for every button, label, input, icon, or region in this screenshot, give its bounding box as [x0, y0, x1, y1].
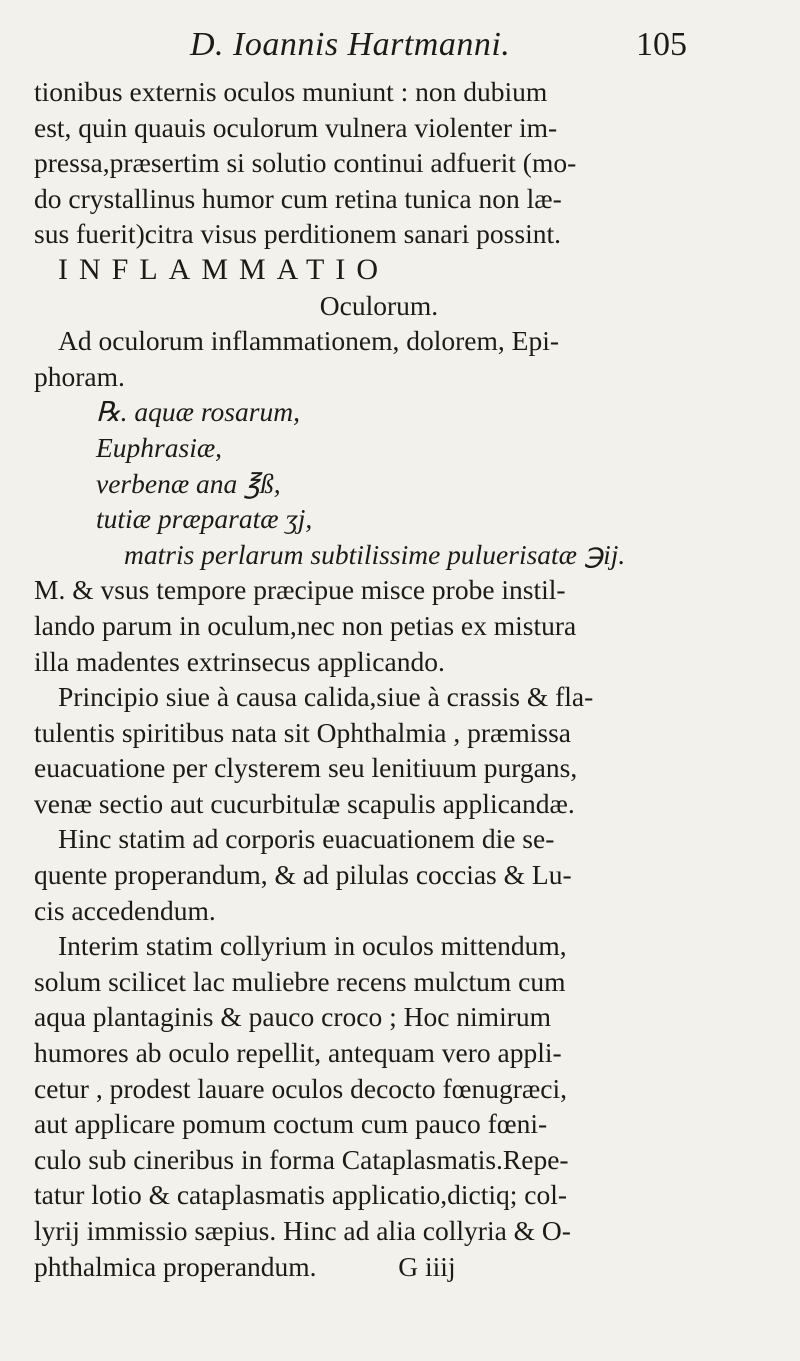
- page-number: 105: [636, 26, 687, 63]
- text-line: aut applicare pomum coctum cum pauco fœni-: [34, 1108, 548, 1140]
- text-line: tionibus externis oculos muniunt : non dubium: [34, 76, 548, 107]
- text-line: do crystallinus humor cum retina tunica non læ-: [34, 182, 562, 214]
- text-line: pressa,præsertim si solutio continui adfuerit (mo-: [34, 147, 577, 179]
- recipe-line: verbenæ ana ℥ß,: [96, 467, 281, 499]
- text-line: illa madentes extrinsecus applicando.: [34, 645, 445, 677]
- text-line: tulentis spiritibus nata sit Ophthalmia , præmissa: [34, 716, 571, 748]
- text-line: culo sub cineribus in forma Cataplasmatis.Repe-: [34, 1143, 569, 1175]
- signature-mark: G iiij: [398, 1250, 456, 1282]
- final-line: [34, 1249, 724, 1285]
- text-line: cis accedendum.: [34, 894, 216, 926]
- text-line: tatur lotio & cataplasmatis applicatio,dictiq; col-: [34, 1179, 568, 1211]
- text-line: phthalmica properandum.: [34, 1250, 317, 1282]
- text-line: sus fuerit)citra visus perditionem sanari possint.: [34, 218, 561, 250]
- recipe-line: Euphrasiæ,: [96, 431, 223, 463]
- text-line: Interim statim collyrium in oculos mittendum,: [58, 930, 567, 962]
- text-line: euacuatione per clysterem seu lenitiuum purgans,: [34, 752, 578, 784]
- section-subtitle: Oculorum.: [319, 289, 439, 321]
- recipe-line: tutiæ præparatæ ʒj,: [96, 503, 313, 535]
- recipe-line: ℞. aquæ rosarum,: [96, 396, 300, 428]
- section-title: INFLAMMATIO: [58, 252, 389, 286]
- text-block: [34, 74, 724, 1284]
- text-line: phoram.: [34, 360, 125, 392]
- text-line: M. & vsus tempore præcipue misce probe instil-: [34, 574, 566, 606]
- text-line: quente properandum, & ad pilulas coccias & Lu-: [34, 859, 572, 891]
- text-line: humores ab oculo repellit, antequam vero appli-: [34, 1037, 562, 1069]
- recipe-line: matris perlarum subtilissime puluerisatæ ℈ij.: [124, 538, 626, 570]
- text-line: solum scilicet lac muliebre recens mulctum cum: [34, 965, 566, 997]
- running-head: D. Ioannis Hartmanni.: [190, 26, 511, 63]
- text-line: venæ sectio aut cucurbitulæ scapulis applicandæ.: [34, 787, 575, 819]
- text-line: Ad oculorum inflammationem, dolorem, Epi-: [58, 325, 560, 357]
- text-line: est, quin quauis oculorum vulnera violenter im-: [34, 111, 558, 143]
- text-line: cetur , prodest lauare oculos decocto fœnugræci,: [34, 1072, 568, 1104]
- text-line: lyrij immissio sæpius. Hinc ad alia collyria & O-: [34, 1215, 571, 1246]
- text-line: lando parum in oculum,nec non petias ex mistura: [34, 609, 577, 641]
- text-line: Hinc statim ad corporis euacuationem die se-: [58, 823, 555, 855]
- text-line: Principio siue à causa calida,siue à crassis & fla-: [58, 681, 594, 713]
- page-header: [0, 26, 800, 70]
- text-line: aqua plantaginis & pauco croco ; Hoc nimirum: [34, 1001, 552, 1033]
